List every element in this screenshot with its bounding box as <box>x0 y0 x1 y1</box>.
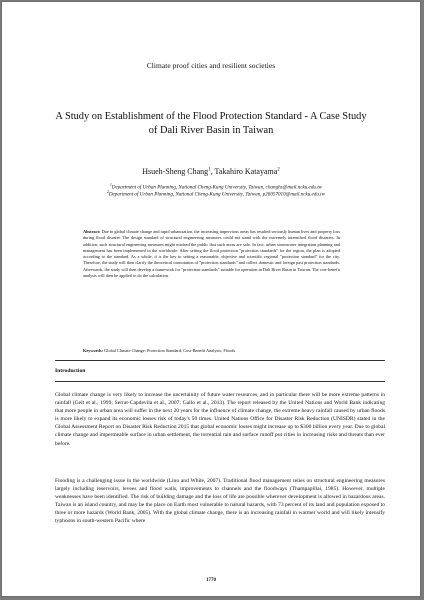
author-2: Takahiro Katayama <box>214 167 278 176</box>
divider-top <box>55 360 385 361</box>
keywords <box>83 348 343 353</box>
page-number: 1770 <box>206 578 216 583</box>
divider-bottom <box>55 381 385 382</box>
conference-name: Climate proof cities and resilient societies <box>146 61 276 70</box>
affiliation-2 <box>52 190 380 198</box>
keywords-text: Global Climate Change; Protection Standard; Cost-Benefit Analysis; Floods <box>104 348 236 353</box>
affiliation-2-mark: 2 <box>107 190 109 194</box>
author-2-mark: 2 <box>277 167 280 173</box>
keywords-label: Keywords: <box>83 348 104 353</box>
abstract-label: Abstract: <box>83 229 101 234</box>
affiliation-2-text: Department of Urban Planning, National Cheng-Kung University, Taiwan, p26057010@mail.ncku.edu.tw <box>108 191 325 198</box>
abstract-text: Due to global climate change and rapid urbanization, the increasing impervious areas has resulted seriously human lives and property loss during flood disaster. The design standard of structural engineering measures could not stand with the extremely intensified flood disasters. In addition, such structural engineering measures might mislead the public that such areas are safe. In fact, urban stormwater integration planning and management has been implemented in the worldwide. After setting the flood protection "protection standards" for the region, the plan is adopted according to the standard. As a whole, it is the key to setting a reasonable, objective and scientific regional "protection standard" for the city. Therefore, the study will then clarify the theoretical connotation of "protection standards" and collect domestic and foreign past protection standards. Afterwards, the study will then develop a framework for "protection standards" suitable for operation in Dali River Basin in Taiwan. The cost-benefit analysis will then be applied to do the calculation. <box>83 229 340 279</box>
abstract <box>83 229 340 279</box>
author-1: Hsueh-Sheng Chang <box>142 167 209 176</box>
author-separator: , <box>210 167 215 176</box>
section-heading: Introduction <box>55 368 86 374</box>
paper-page <box>1 1 421 597</box>
affiliation-1-text: Department of Urban Planning, National Cheng-Kung University, Taiwan, changhs@mail.ncku.edu.tw <box>111 184 323 191</box>
paper-title: A Study on Establishment of the Flood Protection Standard - A Case Study of Dali River Basin in Taiwan <box>55 111 367 136</box>
author-line <box>2 167 420 176</box>
author-1-mark: 1 <box>208 167 211 173</box>
affiliation-1-mark: 1 <box>109 183 112 187</box>
paragraph-2: Flooding is a challenging issue in the worldwide (Linu and White, 2007). Traditional flood management relies on structural engineering measures largely including reservoirs, levees and flood walls, improvements to channels and the floodways (Thampapillai, 1985). However, multiple weaknesses have been identified. The risk of building damage and the loss of life are possible wherever development is allowed in hazardous areas. Taiwan is an island country, and may be the place on Earth most vulnerable to natural hazards, with 73 percent of its land and population exposed to three or more hazards (World Bank, 2005). With the global climate change, there is an increasing rainfall in warmer world and will likely intensify typhoons in south-western Pacific where <box>55 478 385 525</box>
paragraph-1: Global climate change is very likely to increase the uncertainity of future water resources, and in particular there will be more extreme patterns in rainfall (Gelt et al., 1999; Serrat-Capdevila et al., 2007; Gallo et al., 2013). The report released by the United Nations and World Bank indicating that more people in urban area will suffer in the next 20 years for the influence of climate change, the extreme heavy rainfall caused by urban floods is more likely to expand its economic losses risk of today's 50 times. United Nations Office for Disaster Risk Reduction (UNISDR) stated in the Global Assessment Report on Disaster Risk Reduction 2015 that global economic losses might increase up to $300 billion every year. Due to global climate change and impermeable surface in urban settlement, the torrential rain and surface runoff put cities in increasing risks and threats than ever before. <box>55 392 385 447</box>
